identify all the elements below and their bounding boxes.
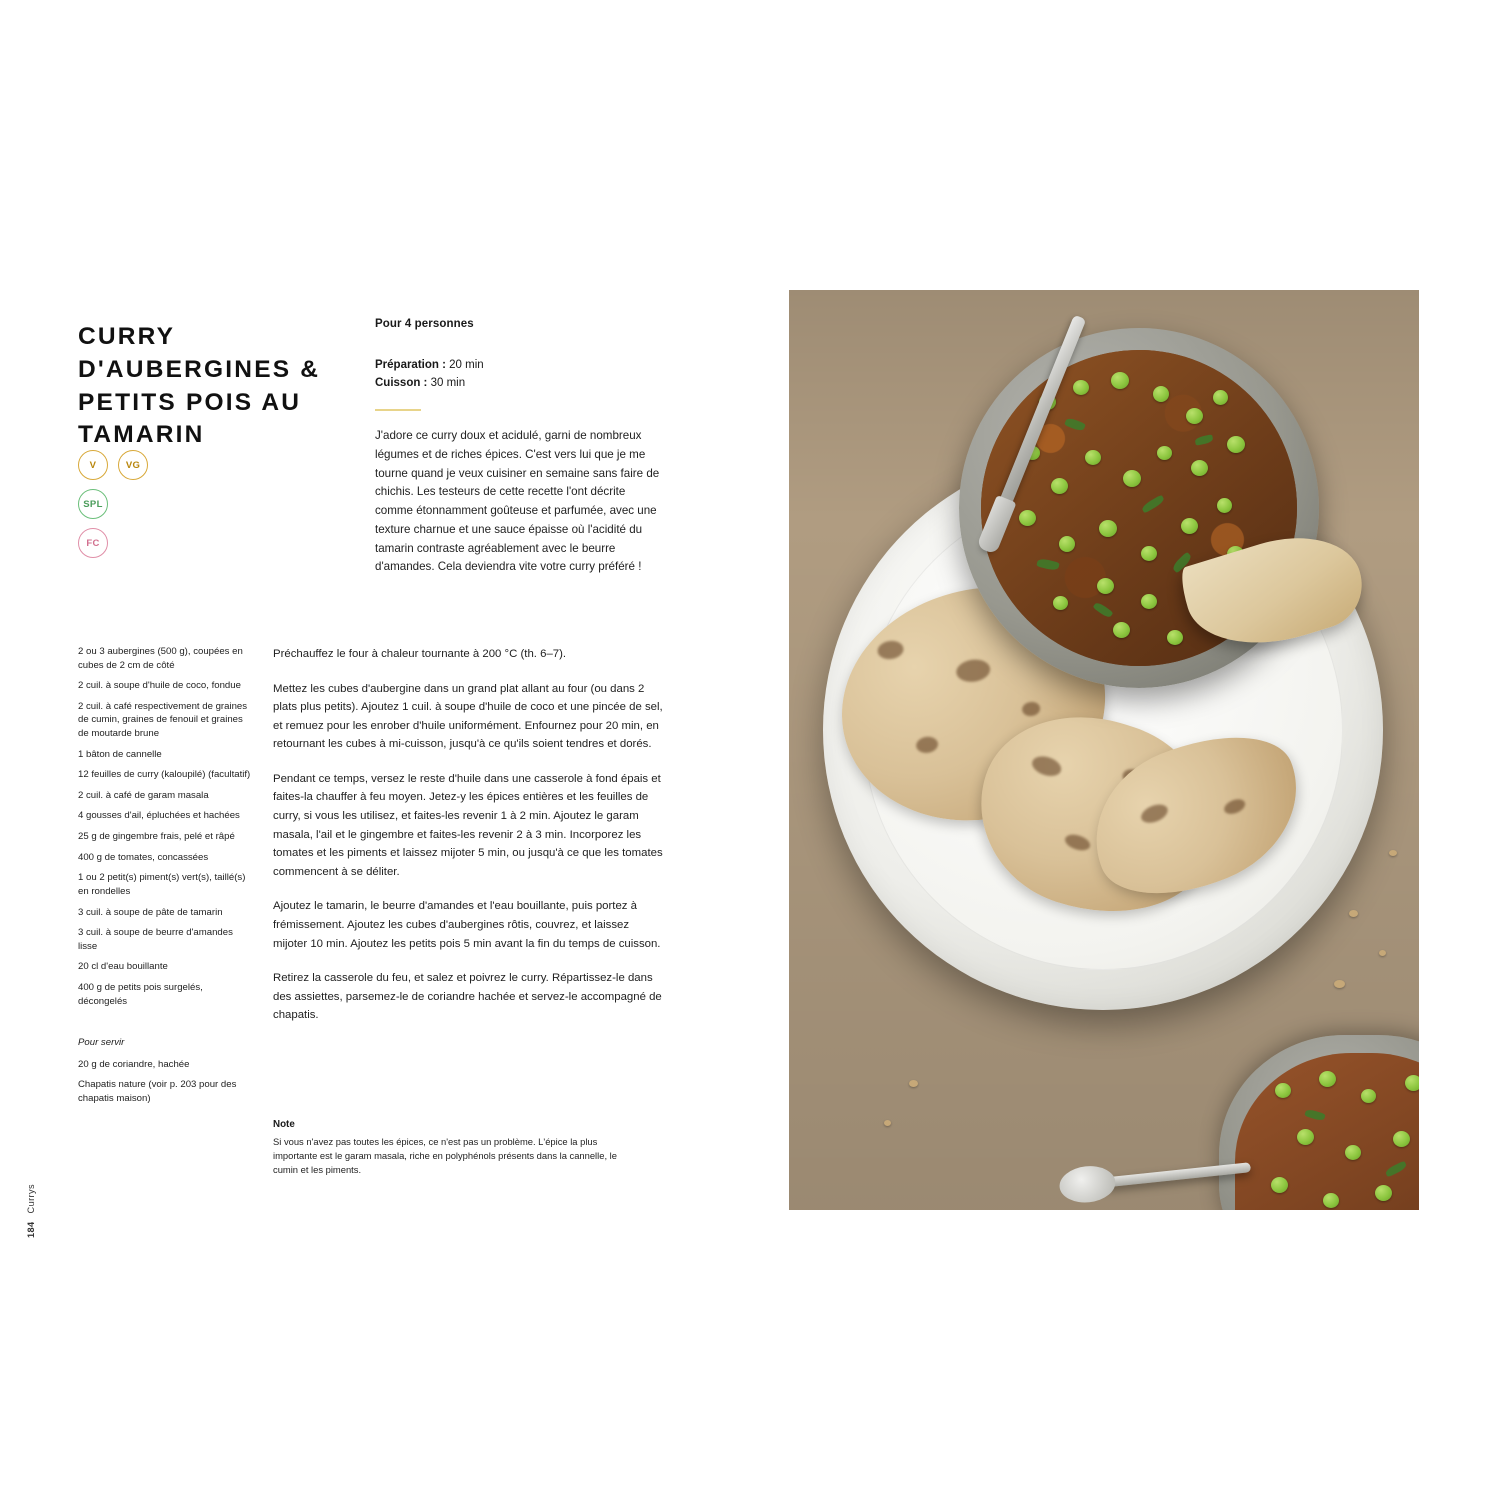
folio	[26, 1184, 36, 1238]
cook-time-label: Cuisson :	[375, 376, 428, 389]
list-item: 1 ou 2 petit(s) piment(s) vert(s), taillé(s) en rondelles	[78, 872, 246, 897]
note-body: Si vous n'avez pas toutes les épices, ce n'est pas un problème. L'épice la plus importante est le garam masala, riche en polyphénols présents dans la cannelle, le cumin et les piments.	[273, 1136, 617, 1176]
list-item: 20 cl d'eau bouillante	[78, 961, 168, 973]
serving-heading: Pour servir	[78, 1037, 125, 1049]
list-item: 3 cuil. à soupe de beurre d'amandes lisse	[78, 927, 233, 952]
note-block	[273, 1119, 623, 1177]
list-item: 1 bâton de cannelle	[78, 748, 162, 760]
list-item: 2 cuil. à café de garam masala	[78, 789, 209, 801]
list-item: Chapatis nature (voir p. 203 pour des chapatis maison)	[78, 1079, 237, 1105]
badge-vegan: VG	[118, 450, 148, 480]
list-item: 4 gousses d'ail, épluchées et hachées	[78, 810, 240, 822]
page-number: 184	[26, 1221, 36, 1238]
cook-time-line	[375, 375, 484, 393]
list-item: 400 g de petits pois surgelés, décongelés	[78, 981, 203, 1007]
list-item: 2 ou 3 aubergines (500 g), coupées en cubes de 2 cm de côté	[78, 646, 243, 671]
ingredients-list	[78, 645, 253, 1113]
section-name: Currys	[26, 1184, 36, 1214]
method-step: Ajoutez le tamarin, le beurre d'amandes et l'eau bouillante, puis portez à frémissement. Ajoutez les cubes d'aubergines rôtis, couvrez, et laissez mijoter 10 min. Ajoutez les petits pois 5 min avant la fin du temps de cuisson.	[273, 900, 661, 950]
badge-row-1	[78, 450, 258, 480]
list-item: 2 cuil. à café respectivement de graines de cumin, graines de fenouil et graines de moutarde brune	[78, 700, 248, 740]
badge-vegetarian: V	[78, 450, 108, 480]
recipe-photo	[789, 290, 1419, 1210]
page-title: CURRY D'AUBERGINES & PETITS POIS AU TAMARIN	[78, 323, 321, 449]
timing-block	[375, 357, 484, 393]
list-item: 400 g de tomates, concassées	[78, 851, 209, 863]
diet-badges	[78, 450, 258, 567]
badge-fc: FC	[78, 528, 108, 558]
method-step: Préchauffez le four à chaleur tournante à 200 °C (th. 6–7).	[273, 648, 567, 660]
badge-spl: SPL	[78, 489, 108, 519]
list-item: 20 g de coriandre, hachée	[78, 1058, 190, 1070]
badge-row-3	[78, 528, 258, 558]
prep-time-value: 20 min	[445, 359, 484, 371]
method-step: Mettez les cubes d'aubergine dans un grand plat allant au four (ou dans 2 plats plus petits). Ajoutez 1 cuil. à soupe d'huile de coco et une pincée de sel, et remuez pour les enrober d'huile uniformément. Enfournez pour 20 min, en retournant les cubes à mi-cuisson, jusqu'à ce qu'ils soient tendres et dorés.	[273, 682, 663, 751]
intro-paragraph: J'adore ce curry doux et acidulé, garni de nombreux légumes et de riches épices. C'est vers lui que je me tourne quand je veux cuisiner en semaine sans faire de chichis. Les testeurs de cette recette l'ont décrite comme étonnamment goûteuse et parfumée, avec une texture charnue et une sauce épaisse où l'acidité du tamarin contraste agréablement avec le beurre d'amandes. Cela deviendra vite votre curry préféré !	[375, 429, 660, 574]
note-title: Note	[273, 1119, 295, 1130]
badge-row-2	[78, 489, 258, 519]
method-steps	[273, 645, 665, 1041]
cook-time-value: 30 min	[427, 376, 466, 389]
prep-time-label: Préparation :	[375, 359, 446, 371]
method-step: Retirez la casserole du feu, et salez et poivrez le curry. Répartissez-le dans des assiettes, parsemez-le de coriandre hachée et servez-le accompagné de chapatis.	[273, 972, 662, 1022]
prep-time-line	[375, 357, 484, 375]
list-item: 2 cuil. à soupe d'huile de coco, fondue	[78, 680, 241, 692]
list-item: 3 cuil. à soupe de pâte de tamarin	[78, 906, 223, 918]
second-curry-contents	[1235, 1053, 1419, 1210]
method-step: Pendant ce temps, versez le reste d'huile dans une casserole à fond épais et faites-la chauffer à feu moyen. Jetez-y les épices entières et les feuilles de curry, si vous les utilisez, et faites-les revenir 1 à 2 min. Ajoutez le garam masala, l'ail et le gingembre et faites-les revenir 2 à 3 min. Incorporez les tomates et les piments et laissez mijoter 5 min, ou jusqu'à ce que les tomates commencent à se déliter.	[273, 772, 663, 878]
servings-text: Pour 4 personnes	[375, 318, 474, 330]
list-item: 12 feuilles de curry (kaloupilé) (facultatif)	[78, 769, 251, 781]
divider-rule	[375, 409, 421, 411]
list-item: 25 g de gingembre frais, pelé et râpé	[78, 831, 235, 843]
